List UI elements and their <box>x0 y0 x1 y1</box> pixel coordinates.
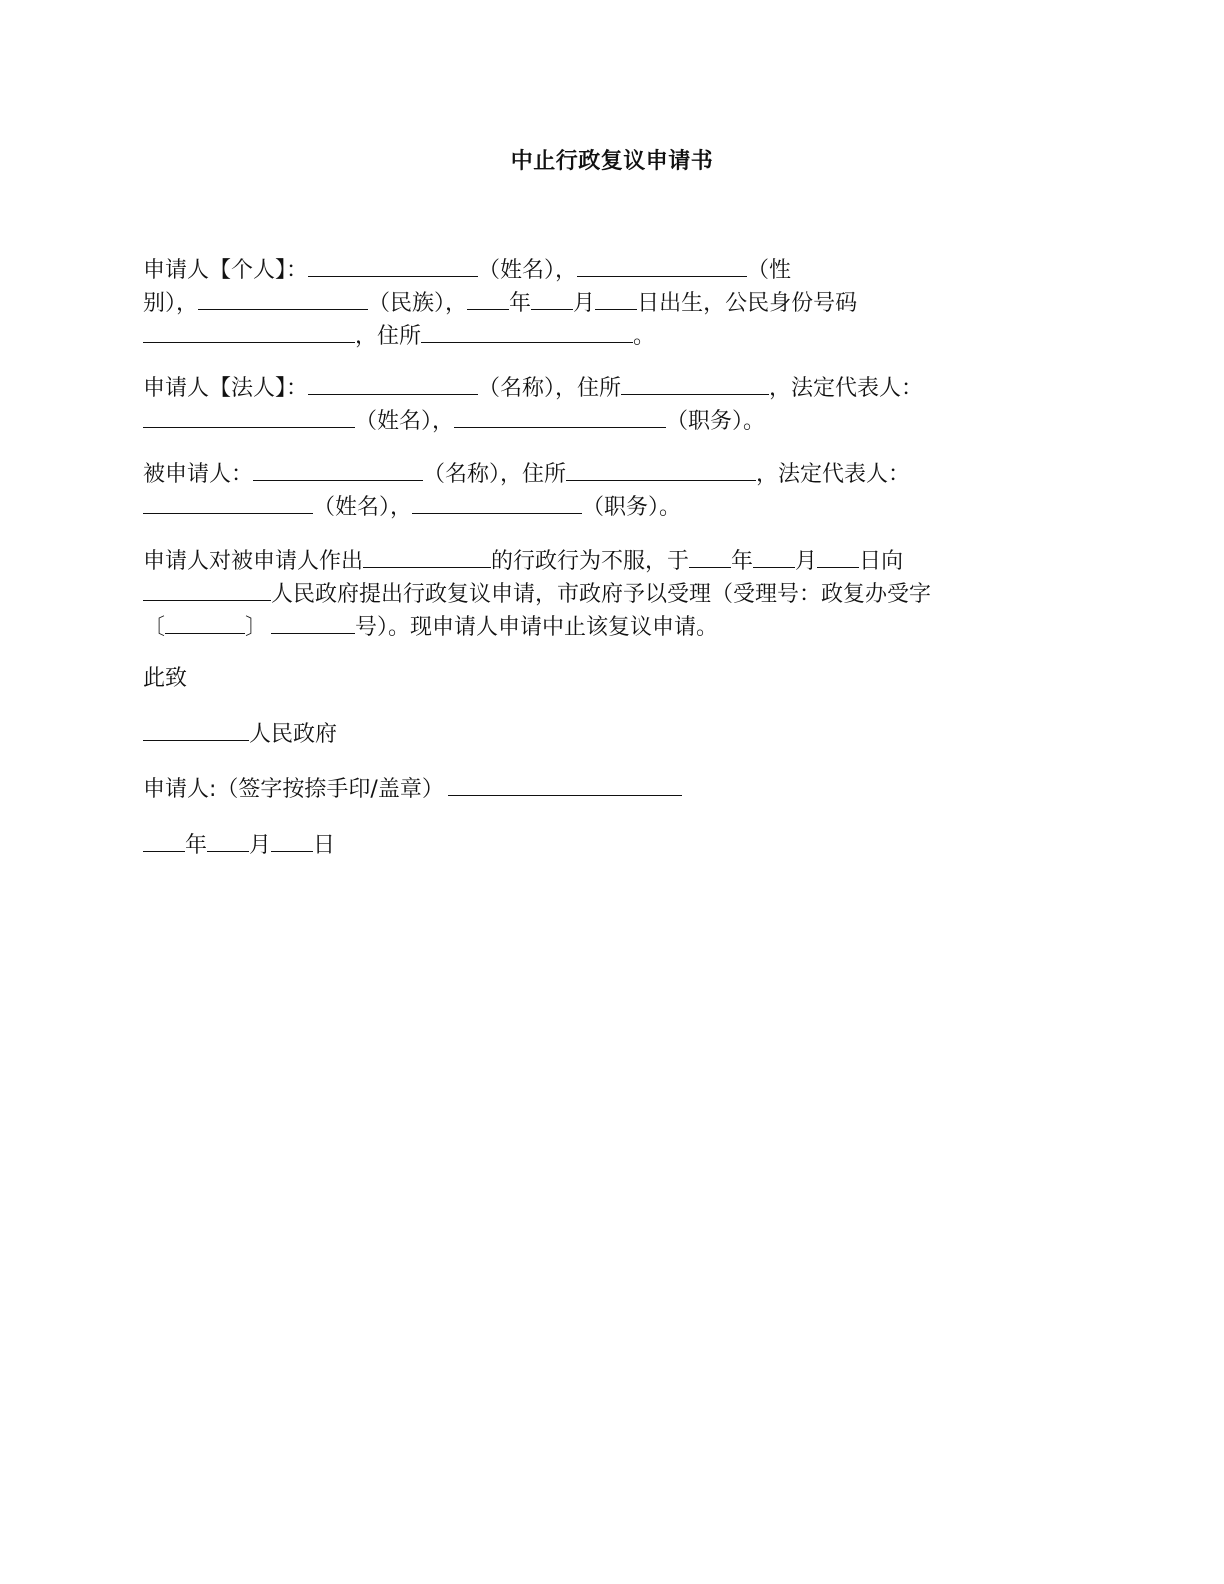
statement-line-2: 人民政府提出行政复议申请，市政府予以受理（受理号：政复办受字 <box>143 578 1003 611</box>
statement-section <box>143 545 1003 644</box>
blank-field[interactable] <box>566 458 756 481</box>
blank-field[interactable] <box>595 287 637 310</box>
blank-field[interactable] <box>143 320 355 343</box>
statement-line-3: 〔 〕 号）。现申请人申请中止该复议申请。 <box>143 611 1003 644</box>
blank-field[interactable] <box>165 611 245 634</box>
blank-field[interactable] <box>143 405 355 428</box>
statement-line-1: 申请人对被申请人作出 的行政行为不服，于 年 月 日向 <box>143 545 1003 578</box>
blank-field[interactable] <box>531 287 573 310</box>
blank-field[interactable] <box>271 611 355 634</box>
applicant-individual-line-1: 申请人【个人】： （姓名）， （性 <box>143 254 1003 287</box>
blank-field[interactable] <box>753 545 795 568</box>
applicant-individual-line-3: ，住所 。 <box>143 320 1003 353</box>
blank-field[interactable] <box>207 829 249 852</box>
blank-field[interactable] <box>577 254 747 277</box>
respondent-section <box>143 458 1003 524</box>
recipient-line: 人民政府 <box>143 718 1003 751</box>
applicant-legal-section <box>143 372 1003 438</box>
respondent-line-2: （姓名）， （职务）。 <box>143 491 1003 524</box>
blank-field[interactable] <box>454 405 666 428</box>
blank-field[interactable] <box>421 320 633 343</box>
applicant-legal-line-1: 申请人【法人】： （名称），住所 ，法定代表人： <box>143 372 1003 405</box>
salutation: 此致 <box>143 666 188 691</box>
blank-field[interactable] <box>271 829 313 852</box>
signature-line: 申请人:（签字按捺手印/盖章） <box>143 773 1003 806</box>
respondent-line-1: 被申请人： （名称），住所 ，法定代表人： <box>143 458 1003 491</box>
signature-field[interactable] <box>448 773 682 796</box>
blank-field[interactable] <box>253 458 423 481</box>
applicant-legal-line-2: （姓名）， （职务）。 <box>143 405 1003 438</box>
blank-field[interactable] <box>363 545 491 568</box>
blank-field[interactable] <box>143 829 185 852</box>
blank-field[interactable] <box>412 491 582 514</box>
applicant-individual-section <box>143 254 1003 353</box>
blank-field[interactable] <box>143 718 249 741</box>
blank-field[interactable] <box>467 287 509 310</box>
blank-field[interactable] <box>689 545 731 568</box>
document-title: 中止行政复议申请书 <box>510 149 714 174</box>
blank-field[interactable] <box>308 372 478 395</box>
blank-field[interactable] <box>143 578 271 601</box>
blank-field[interactable] <box>143 491 313 514</box>
blank-field[interactable] <box>817 545 859 568</box>
blank-field[interactable] <box>198 287 368 310</box>
blank-field[interactable] <box>308 254 478 277</box>
blank-field[interactable] <box>621 372 769 395</box>
applicant-individual-line-2: 别）， （民族）， 年 月 日出生，公民身份号码 <box>143 287 1003 320</box>
date-line: 年 月 日 <box>143 829 1003 862</box>
